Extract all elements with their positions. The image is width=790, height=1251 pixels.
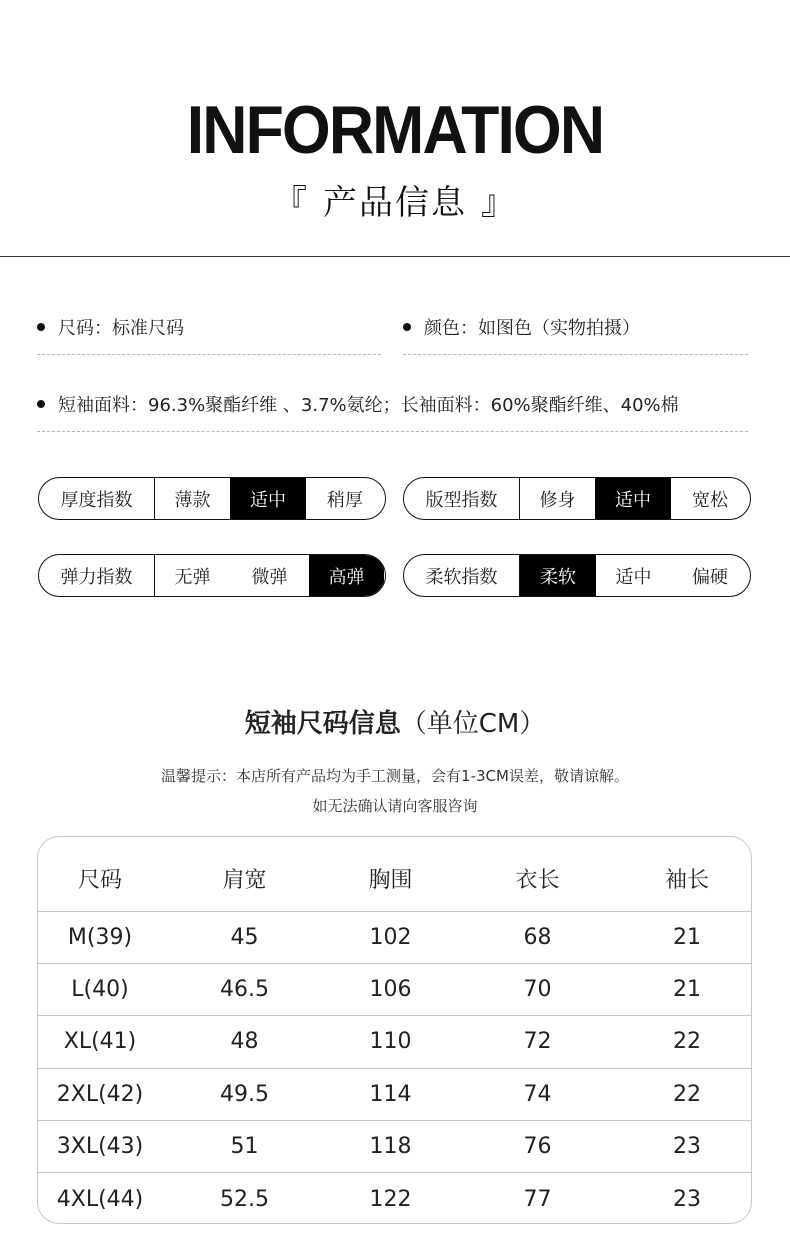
table-cell: 3XL(43) (38, 1121, 162, 1173)
info-color-text: 颜色：如图色（实物拍摄） (424, 318, 640, 339)
index-label: 柔软指数 (404, 555, 520, 596)
table-cell: 23 (621, 1173, 752, 1224)
table-cell: 21 (621, 911, 752, 963)
table-cell: 21 (621, 963, 752, 1015)
table-row (38, 963, 752, 1015)
table-cell: 52.5 (162, 1173, 327, 1224)
table-row (38, 1121, 752, 1173)
subtitle-text: 产品信息 (323, 183, 467, 223)
table-row (38, 1173, 752, 1224)
page-title: INFORMATION (186, 92, 604, 168)
right-bracket: 』 (481, 183, 517, 223)
bullet-icon (37, 323, 45, 331)
table-cell: 110 (327, 1016, 454, 1068)
info-size-text: 尺码：标准尺码 (58, 318, 184, 339)
table-header: 肩宽 (222, 868, 267, 894)
size-table (37, 836, 752, 1224)
size-section-title (0, 704, 790, 744)
index-option-selected: 柔软 (520, 555, 596, 596)
left-bracket: 『 (273, 183, 309, 223)
table-cell: 76 (454, 1121, 621, 1173)
index-option-selected: 适中 (595, 478, 671, 519)
table-cell: 46.5 (162, 963, 327, 1015)
info-color-row (403, 316, 748, 355)
table-cell: 51 (162, 1121, 327, 1173)
index-option: 偏硬 (692, 566, 728, 588)
table-cell: 49.5 (162, 1068, 327, 1120)
table-cell: 77 (454, 1173, 621, 1224)
table-cell: 118 (327, 1121, 454, 1173)
index-label: 弹力指数 (39, 555, 155, 596)
table-cell: 4XL(44) (38, 1173, 162, 1224)
table-cell: L(40) (38, 963, 162, 1015)
index-option-selected: 高弹 (309, 555, 384, 596)
table-cell: 68 (454, 911, 621, 963)
fit-index (403, 477, 751, 520)
index-label: 厚度指数 (39, 478, 155, 519)
table-cell: 102 (327, 911, 454, 963)
table-header: 衣长 (515, 868, 560, 894)
bullet-icon (403, 323, 411, 331)
table-cell: 48 (162, 1016, 327, 1068)
table-cell: 106 (327, 963, 454, 1015)
table-cell: 72 (454, 1016, 621, 1068)
bullet-icon (37, 400, 45, 408)
index-option: 修身 (539, 489, 576, 511)
softness-index (403, 554, 751, 597)
table-header: 尺码 (77, 868, 122, 894)
table-header: 袖长 (664, 868, 709, 894)
index-option: 微弹 (251, 566, 288, 588)
header-divider (0, 256, 790, 257)
size-note-line2: 如无法确认请向客服咨询 (312, 797, 478, 815)
elasticity-index (38, 554, 386, 597)
info-size-row (37, 316, 381, 355)
table-row (38, 1068, 752, 1120)
info-fabric-row (37, 393, 748, 432)
size-title-main: 短袖尺码信息 (244, 709, 401, 739)
table-cell: 23 (621, 1121, 752, 1173)
table-cell: 70 (454, 963, 621, 1015)
table-row (38, 1016, 752, 1068)
index-option: 稍厚 (327, 489, 363, 511)
size-title-unit: （单位CM） (400, 709, 546, 739)
table-header-row (38, 837, 752, 911)
info-fabric-text: 短袖面料：96.3%聚酯纤维 、3.7%氨纶；长袖面料：60%聚酯纤维、40%棉 (58, 395, 679, 416)
index-option: 无弹 (174, 566, 211, 588)
table-cell: M(39) (38, 911, 162, 963)
table-header: 胸围 (368, 868, 413, 894)
table-cell: 22 (621, 1016, 752, 1068)
table-cell: 2XL(42) (38, 1068, 162, 1120)
index-label: 版型指数 (404, 478, 520, 519)
table-cell: 74 (454, 1068, 621, 1120)
size-note-line1: 温馨提示：本店所有产品均为手工测量，会有1-3CM误差，敬请谅解。 (161, 767, 629, 785)
table-cell: 45 (162, 911, 327, 963)
index-option: 适中 (615, 566, 652, 588)
index-option: 宽松 (692, 489, 728, 511)
table-cell: 122 (327, 1173, 454, 1224)
table-cell: 114 (327, 1068, 454, 1120)
index-option-selected: 适中 (230, 478, 306, 519)
table-cell: XL(41) (38, 1016, 162, 1068)
table-row (38, 911, 752, 963)
table-cell: 22 (621, 1068, 752, 1120)
index-option: 薄款 (174, 489, 211, 511)
thickness-index (38, 477, 386, 520)
section-subtitle (0, 180, 790, 226)
